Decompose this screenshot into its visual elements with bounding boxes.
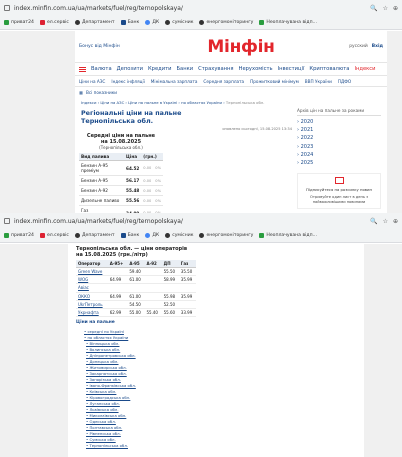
bookmark-item[interactable]: Банк	[121, 20, 140, 25]
price-cell: 64.99	[108, 292, 128, 300]
address-bar[interactable]	[4, 2, 398, 14]
region-link[interactable]: • Івано-Франківська обл.	[86, 383, 136, 389]
bookmark-item[interactable]: Департамент	[75, 20, 115, 25]
price-cell: 52.50	[162, 300, 179, 308]
fuel-name: Бензин А-95	[79, 176, 124, 186]
bookmarks-bar	[4, 16, 398, 28]
region-link[interactable]: • Тернопільська обл.	[86, 443, 136, 449]
archive-year-link[interactable]: › 2020	[297, 119, 314, 125]
price-cell: 59.40	[127, 268, 144, 276]
price-cell	[145, 300, 162, 308]
bookmark-item[interactable]: ел.сервіс	[40, 233, 69, 238]
region-link[interactable]: • Полтавська обл.	[86, 425, 136, 431]
price-cell: 55.50	[162, 268, 179, 276]
region-link[interactable]: • Київська обл.	[86, 389, 136, 395]
column-header: Ціна	[124, 153, 141, 161]
column-header[interactable]: А-95+	[108, 260, 128, 268]
site-header	[75, 31, 387, 63]
region-link[interactable]: • Миколаївська обл.	[86, 413, 136, 419]
table-subtitle: (Тернопільська обл.)	[99, 145, 143, 150]
price-cell	[179, 284, 196, 292]
bookmark-icon	[75, 20, 80, 25]
site-content	[75, 31, 387, 213]
table-row	[79, 161, 163, 176]
price-cell	[108, 300, 128, 308]
nav-item[interactable]: Кредити	[147, 66, 172, 72]
subnav-item[interactable]: Ціни на АЗС	[79, 78, 106, 84]
price-cell: 55.40	[145, 309, 162, 317]
breadcrumb-item[interactable]: Індекси	[81, 100, 97, 105]
price-cell	[145, 284, 162, 292]
menu-icon[interactable]	[79, 67, 86, 72]
subnav-item[interactable]: Середня зарплата	[203, 78, 245, 84]
fuel-change-pct: 0%	[153, 196, 163, 206]
bookmark-icon	[259, 233, 264, 238]
operators-table	[76, 260, 196, 317]
price-cell: 58.99	[162, 276, 179, 284]
fuel-change: 0.00	[141, 176, 153, 186]
bookmark-icon	[75, 233, 80, 238]
fuel-change-pct: 0%	[153, 176, 163, 186]
column-header[interactable]: Газ	[179, 260, 196, 268]
fuel-links-block	[76, 320, 136, 449]
all-indicators	[75, 87, 387, 97]
region-link[interactable]: • Донецька обл.	[86, 359, 136, 365]
fuel-price: 55.56	[124, 196, 141, 206]
subnav-item[interactable]: Індекс інфляції	[111, 78, 145, 84]
subnav-item[interactable]: ПДФО	[337, 78, 352, 84]
minfin-logo[interactable]: Мінфін	[207, 36, 275, 57]
table-row	[76, 292, 196, 300]
search-icon[interactable]: 🔍	[370, 4, 378, 12]
address-bar[interactable]	[4, 215, 398, 227]
fuel-change-pct: 0%	[153, 186, 163, 196]
bookmark-item[interactable]: Департамент	[75, 233, 115, 238]
bookmark-item[interactable]: ДК	[145, 20, 159, 25]
bookmark-icon	[199, 20, 204, 25]
price-cell: 33.99	[179, 309, 196, 317]
column-header[interactable]: А-95	[127, 260, 144, 268]
fuel-prices-block	[79, 133, 163, 221]
region-link[interactable]: • Запорізька обл.	[86, 377, 136, 383]
price-cell: 55.00	[127, 309, 144, 317]
bookmark-item[interactable]: енергомоніторингу	[199, 20, 253, 25]
archive-year-link[interactable]: › 2023	[297, 143, 314, 150]
site-info-icon[interactable]	[4, 218, 10, 224]
region-link[interactable]: • Волинська обл.	[86, 347, 136, 353]
operator-link[interactable]: WOG	[76, 276, 108, 284]
bookmark-item[interactable]: сумісник	[165, 20, 193, 25]
grid-icon: ▦	[79, 89, 83, 95]
subnav-item[interactable]: Мінімальна зарплата	[150, 78, 198, 84]
fuel-name: Бензин А-92	[79, 186, 124, 196]
page-title: Регіональні ціни на пальне Тернопільська обл.	[81, 109, 182, 125]
bookmark-icon	[121, 20, 126, 25]
fuel-change: 0.00	[141, 196, 153, 206]
fuel-price: 55.48	[124, 186, 141, 196]
table-row	[76, 284, 196, 292]
bookmark-icon	[259, 20, 264, 25]
nav-item[interactable]: Страхування	[198, 66, 234, 72]
price-cell: 55.98	[162, 292, 179, 300]
fuel-change-pct: 0%	[153, 161, 163, 176]
column-header[interactable]: Оператор	[76, 260, 108, 268]
fuel-price: 64.52	[124, 161, 141, 176]
archive-year-link[interactable]: › 2025	[297, 160, 314, 167]
bookmark-icon	[199, 233, 204, 238]
google-icon	[145, 233, 150, 238]
search-icon[interactable]: 🔍	[370, 217, 378, 225]
operator-link[interactable]: Green Wave	[76, 268, 108, 276]
google-icon	[145, 20, 150, 25]
region-link[interactable]: • Дніпропетровська обл.	[86, 353, 136, 359]
subnav-item[interactable]: ВВП України	[304, 78, 332, 84]
link-average-ukraine[interactable]: • середні по Україні	[84, 329, 136, 335]
operator-link[interactable]: UkrПетроль	[76, 300, 108, 308]
nav-item[interactable]: Валюта	[91, 66, 112, 72]
region-link[interactable]: • Львівська обл.	[86, 407, 136, 413]
updated-timestamp: оновлено сьогодні, 15.08.2025 13:34	[222, 127, 292, 131]
bookmark-item[interactable]: енергомоніторингу	[199, 233, 253, 238]
nav-item-active[interactable]: Індекси	[354, 66, 376, 72]
price-cell	[108, 284, 128, 292]
bookmark-item[interactable]: приват24	[4, 20, 34, 25]
column-header[interactable]: А-92	[145, 260, 162, 268]
region-link[interactable]: • Кіровоградська обл.	[86, 395, 136, 401]
archive-year-link[interactable]: › 2024	[297, 151, 314, 158]
all-indicators-link[interactable]: Всі показники	[85, 89, 117, 95]
site-content-2	[68, 244, 364, 457]
bookmark-item[interactable]: ДК	[145, 233, 159, 238]
price-cell	[127, 284, 144, 292]
envelope-icon	[335, 177, 344, 184]
table-row	[79, 186, 163, 196]
fuel-change: 0.00	[141, 186, 153, 196]
bookmark-item[interactable]: Неоплачувана відп...	[259, 20, 317, 25]
page-viewport-top	[0, 31, 402, 213]
bonus-link[interactable]: Бонус від Мінфін	[79, 44, 120, 49]
archive-year-link[interactable]: › 2021	[297, 127, 314, 134]
price-cell: 35.99	[179, 292, 196, 300]
breadcrumb-current: Тернопільська обл.	[225, 100, 265, 105]
operator-link[interactable]: Укрнафта	[76, 309, 108, 317]
archive-block	[297, 108, 381, 167]
region-link[interactable]: • Житомирська обл.	[86, 365, 136, 371]
price-cell: 62.99	[108, 309, 128, 317]
fuel-prices-table	[79, 153, 163, 221]
bookmark-icon	[40, 233, 45, 238]
table-row	[76, 268, 196, 276]
nav-item[interactable]: Інвестиції	[277, 66, 305, 72]
browser-toolbar-2	[0, 213, 402, 243]
bookmark-item[interactable]: Неоплачувана відп...	[259, 233, 317, 238]
nav-item[interactable]: Нерухомість	[238, 66, 273, 72]
table-row	[76, 300, 196, 308]
extensions-icon[interactable]: ⊕	[392, 4, 398, 12]
operator-link[interactable]: Авіас	[76, 284, 108, 292]
region-link[interactable]: • Одеська обл.	[86, 419, 136, 425]
newsletter-desc: Отримуйте один лист в день з найважливішими новинами	[310, 195, 368, 204]
bookmark-icon	[4, 233, 9, 238]
breadcrumb: Індекси › Ціни на АЗС › Ціни на пальне в Україні › по областях України › Тернопільська обл.	[81, 100, 265, 105]
operator-link[interactable]: ОККО	[76, 292, 108, 300]
column-header: (грн.)	[141, 153, 163, 161]
nav-item[interactable]: Банки	[176, 66, 194, 72]
table-title: Середні ціни на пальне на 15.08.2025	[86, 133, 156, 145]
login-link[interactable]: Вхід	[371, 44, 383, 49]
price-cell: 54.50	[127, 300, 144, 308]
operators-table-title: Тернопільська обл. — ціни операторів на 15.08.2025 (грн./літр)	[76, 246, 188, 258]
bookmark-item[interactable]: Банк	[121, 233, 140, 238]
breadcrumb-item[interactable]: по областях України	[181, 100, 222, 105]
bookmark-icon	[4, 20, 9, 25]
region-link[interactable]: • Вінницька обл.	[86, 341, 136, 347]
price-cell: 61.00	[127, 292, 144, 300]
links-section-title: Ціни на пальне	[76, 320, 115, 325]
price-cell	[108, 268, 128, 276]
price-cell	[145, 292, 162, 300]
site-info-icon[interactable]	[4, 5, 10, 11]
region-link[interactable]: • Закарпатська обл.	[86, 371, 136, 377]
bookmark-item[interactable]: ел.сервіс	[40, 20, 69, 25]
table-row	[79, 196, 163, 206]
main-nav	[75, 63, 387, 76]
region-link[interactable]: • Сумська обл.	[86, 437, 136, 443]
browser-toolbar	[0, 0, 402, 30]
fuel-change: 0.00	[141, 161, 153, 176]
price-cell	[162, 284, 179, 292]
archive-year-link[interactable]: › 2022	[297, 135, 314, 142]
fuel-name: Дизельне паливо	[79, 196, 124, 206]
header-actions	[323, 44, 383, 49]
table-row	[79, 176, 163, 186]
column-header: Вид палива	[79, 153, 124, 161]
fuel-name: Газ	[79, 206, 124, 221]
price-cell	[145, 276, 162, 284]
fuel-name: Бензин А-95 преміум	[79, 161, 124, 176]
url-text[interactable]: index.minfin.com.ua/ua/markets/fuel/reg/ternopolskaya/	[14, 4, 183, 12]
bookmark-icon	[121, 233, 126, 238]
nav-item[interactable]: Депозити	[116, 66, 143, 72]
breadcrumb-item[interactable]: Ціни на АЗС	[100, 100, 125, 105]
price-cell: 55.60	[162, 309, 179, 317]
link-by-regions[interactable]: • по областях України	[84, 335, 136, 341]
bookmark-star-icon[interactable]: ☆	[382, 4, 388, 12]
region-link[interactable]: • Луганська обл.	[86, 401, 136, 407]
price-cell	[145, 268, 162, 276]
column-header[interactable]: ДП	[162, 260, 179, 268]
bookmarks-bar	[4, 229, 398, 241]
price-cell: 64.99	[108, 276, 128, 284]
price-cell: 35.50	[179, 268, 196, 276]
sub-nav	[75, 76, 387, 87]
bookmark-icon	[165, 233, 170, 238]
page-viewport-bottom	[0, 244, 402, 457]
price-cell: 35.99	[179, 276, 196, 284]
table-row	[76, 276, 196, 284]
bookmark-icon	[40, 20, 45, 25]
breadcrumb-item[interactable]: Ціни на пальне в Україні	[128, 100, 178, 105]
region-link[interactable]: • Рівненська обл.	[86, 431, 136, 437]
nav-item[interactable]: Криптовалюта	[309, 66, 350, 72]
price-cell	[179, 300, 196, 308]
url-text[interactable]: index.minfin.com.ua/ua/markets/fuel/reg/ternopolskaya/	[14, 217, 183, 225]
subnav-item[interactable]: Прожитковий мінімум	[250, 78, 299, 84]
extensions-icon[interactable]: ⊕	[392, 217, 398, 225]
table-row	[76, 309, 196, 317]
archive-title: Архів цін на пальне за роками	[297, 108, 381, 116]
bookmark-item[interactable]: сумісник	[165, 233, 193, 238]
bookmark-icon	[165, 20, 170, 25]
bookmark-item[interactable]: приват24	[4, 233, 34, 238]
price-cell: 61.00	[127, 276, 144, 284]
bookmark-star-icon[interactable]: ☆	[382, 217, 388, 225]
newsletter-block	[297, 173, 381, 209]
lang-switch-ru[interactable]: русский	[349, 44, 368, 49]
fuel-price: 56.17	[124, 176, 141, 186]
newsletter-subscribe[interactable]: Підписуйтеся на розсилку новин	[306, 187, 372, 192]
